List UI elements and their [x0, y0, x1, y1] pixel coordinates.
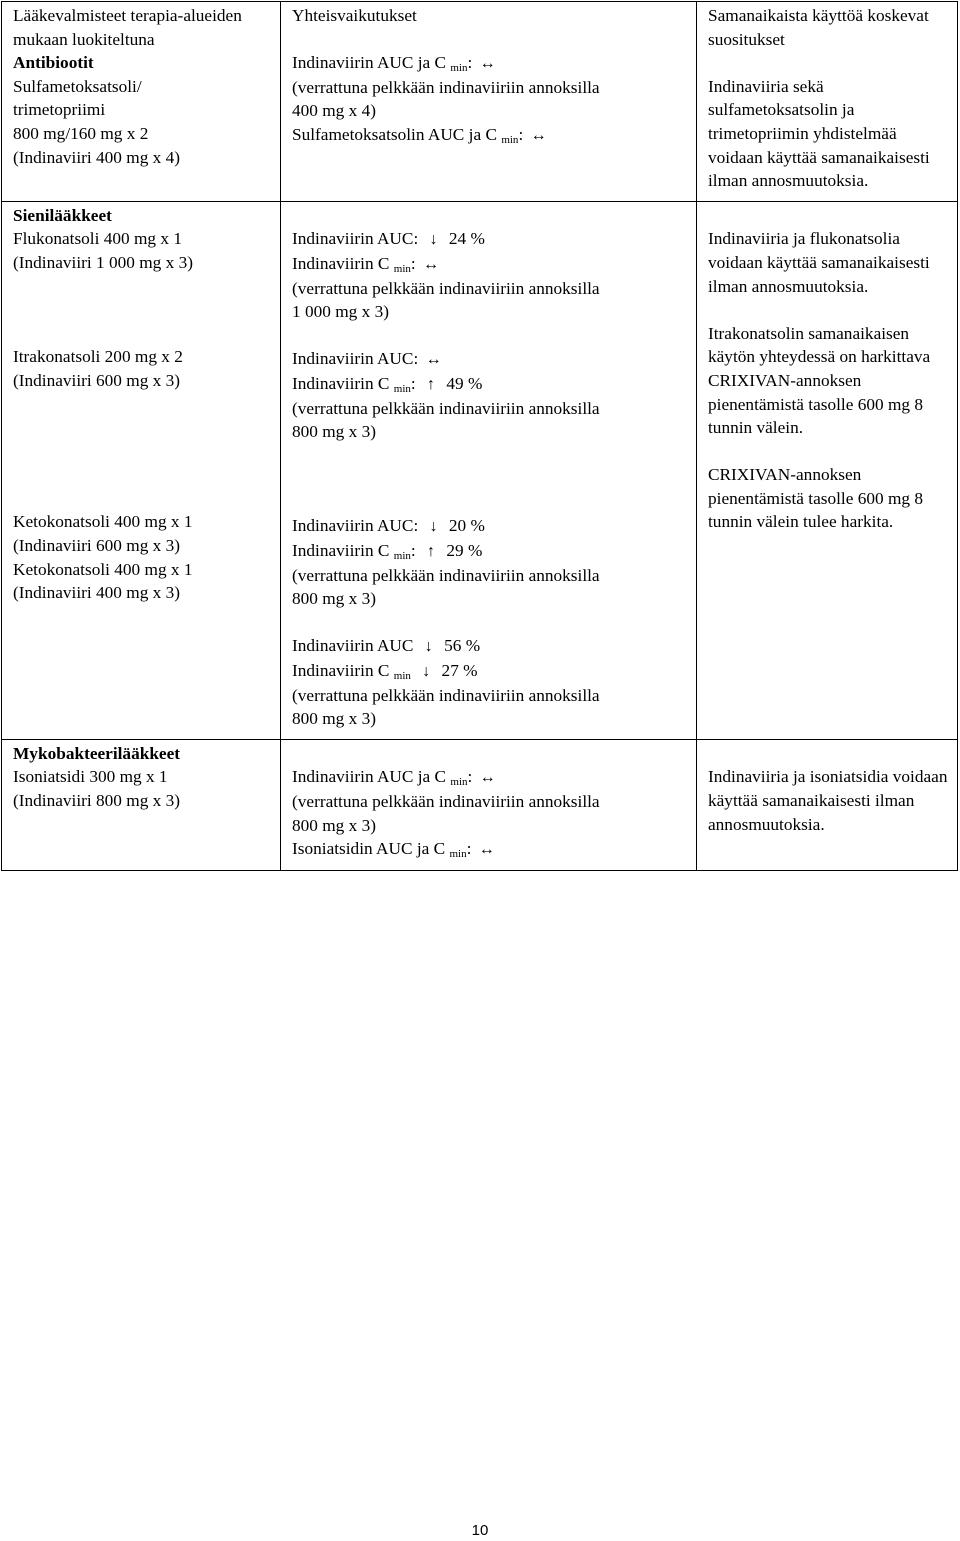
drug-line: Flukonatsoli 400 mg x 1 [13, 229, 182, 249]
decrease-arrow-icon: ↓ [422, 663, 431, 681]
drug-line: trimetopriimi [13, 100, 106, 120]
drug-line: Sulfametoksatsoli/ [13, 76, 142, 96]
drug-line: (Indinaviiri 600 mg x 3) [13, 536, 181, 556]
decrease-arrow-icon: ↓ [424, 638, 433, 656]
no-change-arrow-icon: ↔ [530, 126, 547, 144]
recommendation-text: CRIXIVAN-annoksen pienentämistä tasolle 600 mg 8 tunnin välein tulee harkita. [708, 465, 924, 532]
recommendation-text: Indinaviiria sekä sulfametoksatsolin ja trimetopriimin yhdistelmää voidaan käyttää samanaikaisesti ilman annosmuutoksia. [708, 76, 930, 191]
effect-line: 800 mg x 3) [292, 589, 377, 609]
effect-line: (verrattuna pelkkään indinaviiriin annoksilla [292, 278, 600, 298]
no-change-arrow-icon: ↔ [425, 351, 442, 369]
effect-line: Indinaviirin AUC: ↓ 20 % [292, 514, 687, 539]
category-antifungals: Sienilääkkeet [13, 205, 112, 225]
drug-line: (Indinaviiri 400 mg x 3) [13, 583, 181, 603]
effect-line: 800 mg x 3) [292, 815, 377, 835]
effect-cell [281, 2, 697, 202]
effect-line: 800 mg x 3) [292, 709, 377, 729]
drug-cell [2, 739, 281, 870]
column-header-drugs: Lääkevalmisteet terapia-alueiden mukaan luokiteltuna [13, 6, 242, 49]
effect-cell [281, 739, 697, 870]
page-number: 10 [471, 1522, 489, 1539]
table-row-antifungals [2, 201, 958, 739]
drug-line: (Indinaviiri 600 mg x 3) [13, 370, 181, 390]
effect-line: Indinaviirin C $_{min}$: ↑ 29 % [292, 541, 483, 563]
effect-line: Sulfametoksatsolin AUC ja C $_{min}$: ↔ [292, 123, 687, 148]
effect-line: Isoniatsidin AUC ja C $_{min}$: ↔ [292, 837, 687, 862]
column-header-recommendations: Samanaikaista käyttöä koskevat suositukset [708, 6, 929, 49]
drug-line: (Indinaviiri 800 mg x 3) [13, 791, 181, 810]
effect-line: (verrattuna pelkkään indinaviiriin annoksilla [292, 792, 600, 811]
drug-cell [2, 2, 281, 202]
recommendation-cell [697, 2, 958, 202]
drug-line: (Indinaviiri 1 000 mg x 3) [13, 252, 193, 272]
recommendation-text: Indinaviiria ja flukonatsolia voidaan käyttää samanaikaisesti ilman annosmuutoksia. [708, 229, 930, 296]
effect-line: Indinaviirin C $_{min}$ ↓ 27 % [292, 661, 478, 683]
no-change-arrow-icon: ↔ [479, 55, 496, 73]
effect-line: Indinaviirin AUC: ↓ 24 % [292, 227, 687, 252]
table-row-antibiotics [2, 2, 958, 202]
effect-line: Indinaviirin AUC ja C $_{min}$: ↔ [292, 765, 687, 790]
effect-line: Indinaviirin AUC: ↔ [292, 347, 687, 372]
recommendation-cell [697, 201, 958, 739]
effect-line: 1 000 mg x 3) [292, 302, 389, 322]
drug-line: Ketokonatsoli 400 mg x 1 [13, 512, 193, 532]
column-header-interactions: Yhteisvaikutukset [292, 6, 417, 25]
category-antibiotics: Antibiootit [13, 53, 94, 73]
effect-line: Indinaviirin AUC ja C $_{min}$: ↔ [292, 51, 687, 76]
decrease-arrow-icon: ↓ [429, 518, 438, 536]
table-row-mycobacterial [2, 739, 958, 870]
effect-line: 400 mg x 4) [292, 101, 377, 121]
effect-line: 800 mg x 3) [292, 422, 377, 442]
effect-line: (verrattuna pelkkään indinaviiriin annoksilla [292, 685, 600, 705]
effect-line: Indinaviirin C $_{min}$: ↑ 49 % [292, 373, 483, 395]
no-change-arrow-icon: ↔ [423, 255, 440, 273]
recommendation-text: Indinaviiria ja isoniatsidia voidaan käyttää samanaikaisesti ilman annosmuutoksia. [708, 767, 948, 834]
no-change-arrow-icon: ↔ [479, 769, 496, 787]
increase-arrow-icon: ↑ [427, 543, 436, 561]
increase-arrow-icon: ↑ [427, 375, 436, 393]
drug-line: 800 mg/160 mg x 2 [13, 123, 149, 143]
effect-line: (verrattuna pelkkään indinaviiriin annoksilla [292, 565, 600, 585]
interaction-table [1, 1, 958, 871]
decrease-arrow-icon: ↓ [429, 231, 438, 249]
drug-line: (Indinaviiri 400 mg x 4) [13, 147, 181, 167]
recommendation-cell [697, 739, 958, 870]
drug-cell [2, 201, 281, 739]
drug-line: Ketokonatsoli 400 mg x 1 [13, 559, 193, 579]
effect-line: Indinaviirin AUC ↓ 56 % [292, 634, 687, 659]
effect-cell [281, 201, 697, 739]
drug-line: Isoniatsidi 300 mg x 1 [13, 767, 168, 787]
effect-line: (verrattuna pelkkään indinaviiriin annoksilla [292, 77, 600, 97]
category-mycobacterial: Mykobakteerilääkkeet [13, 743, 181, 763]
no-change-arrow-icon: ↔ [478, 841, 495, 859]
drug-line: Itrakonatsoli 200 mg x 2 [13, 347, 183, 367]
effect-line: Indinaviirin C $_{min}$: ↔ [292, 252, 687, 277]
recommendation-text: Itrakonatsolin samanaikaisen käytön yhteydessä on harkittava CRIXIVAN-annoksen pienentämistä tasolle 600 mg 8 tunnin välein. [708, 323, 931, 438]
effect-line: (verrattuna pelkkään indinaviiriin annoksilla [292, 398, 600, 418]
